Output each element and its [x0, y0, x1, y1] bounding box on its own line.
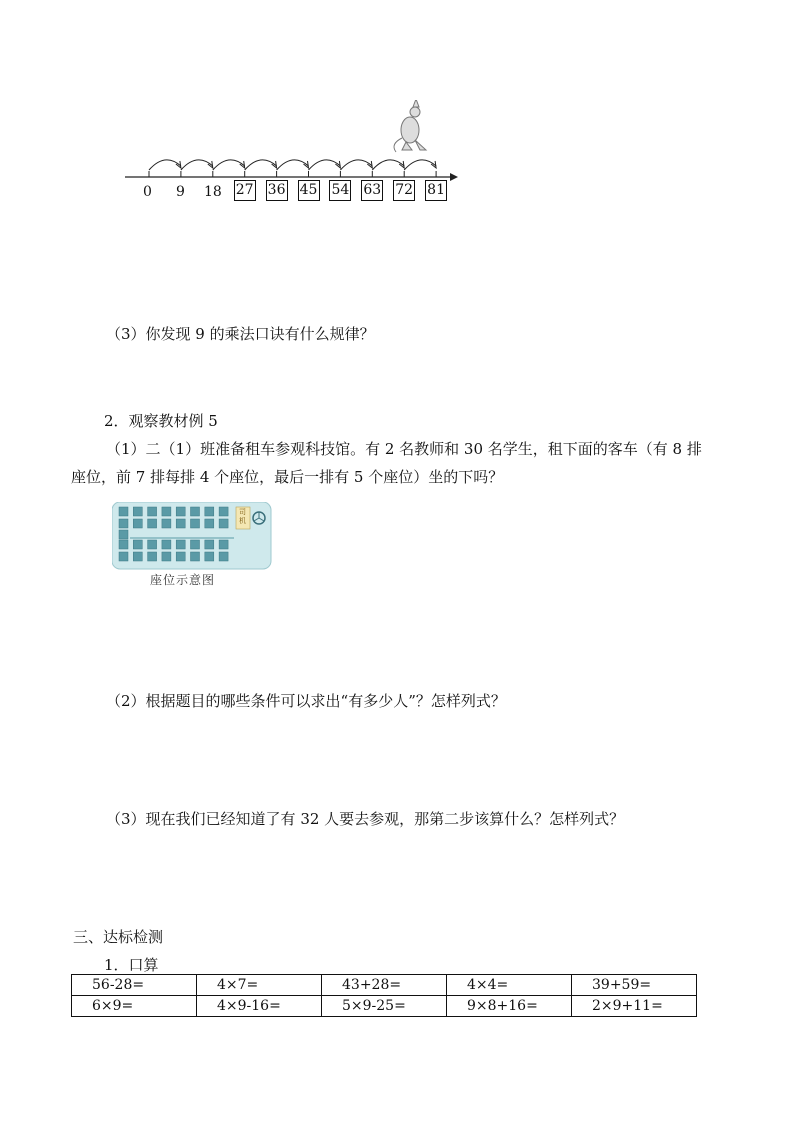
seat [219, 552, 228, 561]
number-line-figure [120, 100, 465, 210]
nl-boxed-label: 54 [329, 180, 351, 201]
table-cell: 2×9+11= [572, 996, 697, 1017]
question-2-1-line1: （1）二（1）班准备租车参观科技馆。有 2 名教师和 30 名学生，租下面的客车（有 8 排 [106, 440, 702, 458]
driver-label: 司机 [239, 508, 246, 525]
table-row [72, 975, 697, 996]
jump-arc [181, 160, 213, 170]
nl-boxed-label: 63 [361, 180, 383, 201]
oral-calc-heading: 1．口算 [104, 956, 159, 974]
seat [148, 552, 157, 561]
axis-arrowhead [450, 173, 458, 181]
seat [205, 552, 214, 561]
table-row [72, 996, 697, 1017]
seat-diagram [112, 502, 272, 570]
nl-label-0: 0 [143, 184, 152, 200]
table-cell: 9×8+16= [447, 996, 572, 1017]
seat [191, 540, 200, 549]
seat [176, 540, 185, 549]
seat [162, 519, 171, 528]
table-cell: 6×9= [72, 996, 197, 1017]
seat [162, 507, 171, 516]
jump-arc [149, 160, 181, 170]
seat [176, 552, 185, 561]
oral-calc-table [71, 974, 697, 1017]
nl-boxed-label: 81 [425, 180, 447, 201]
seat-diagram-caption: 座位示意图 [150, 573, 216, 587]
section-2-heading: 2．观察教材例 5 [104, 412, 218, 430]
kangaroo-illustration [394, 100, 426, 152]
seat [148, 519, 157, 528]
seat [119, 552, 128, 561]
question-2-2: （2）根据题目的哪些条件可以求出“有多少人”？怎样列式？ [106, 692, 506, 710]
seat [219, 507, 228, 516]
jump-arcs [149, 160, 436, 170]
table-cell: 4×4= [447, 975, 572, 996]
seat [119, 530, 128, 539]
table-cell: 5×9-25= [322, 996, 447, 1017]
nl-label-9: 9 [176, 184, 185, 200]
question-2-1-line2: 座位，前 7 排每排 4 个座位，最后一排有 5 个座位）坐的下吗？ [71, 468, 504, 486]
tick-marks [149, 171, 436, 177]
seat [133, 540, 142, 549]
seat [148, 540, 157, 549]
question-2-3: （3）现在我们已经知道了有 32 人要去参观，那第二步该算什么？怎样列式？ [106, 810, 625, 828]
seat [148, 507, 157, 516]
jump-arc [309, 160, 341, 170]
seat [219, 540, 228, 549]
jump-arc [404, 160, 436, 170]
seat [119, 507, 128, 516]
table-cell: 39+59= [572, 975, 697, 996]
table-cell: 4×7= [197, 975, 322, 996]
nl-label-18: 18 [204, 184, 222, 200]
seat [205, 519, 214, 528]
question-1-3: （3）你发现 9 的乘法口诀有什么规律？ [106, 325, 375, 343]
nl-boxed-label: 27 [234, 180, 256, 201]
seat [176, 507, 185, 516]
seat [205, 507, 214, 516]
seat [119, 540, 128, 549]
jump-arc [245, 160, 277, 170]
nl-boxed-label: 36 [266, 180, 288, 201]
seat [119, 519, 128, 528]
seat [176, 519, 185, 528]
seat [133, 519, 142, 528]
nl-boxed-label: 45 [298, 180, 320, 201]
seat [162, 540, 171, 549]
table-cell: 4×9-16= [197, 996, 322, 1017]
seat [205, 540, 214, 549]
nl-boxed-label: 72 [393, 180, 415, 201]
seat [191, 552, 200, 561]
jump-arc [277, 160, 309, 170]
seat [191, 519, 200, 528]
jump-arc [372, 160, 404, 170]
seat [133, 552, 142, 561]
section-3-heading: 三、达标检测 [73, 928, 164, 946]
seat [162, 552, 171, 561]
jump-arc [213, 160, 245, 170]
jump-arc [340, 160, 372, 170]
table-cell: 56-28= [72, 975, 197, 996]
seat [133, 507, 142, 516]
seat [191, 507, 200, 516]
seat [219, 519, 228, 528]
table-cell: 43+28= [322, 975, 447, 996]
